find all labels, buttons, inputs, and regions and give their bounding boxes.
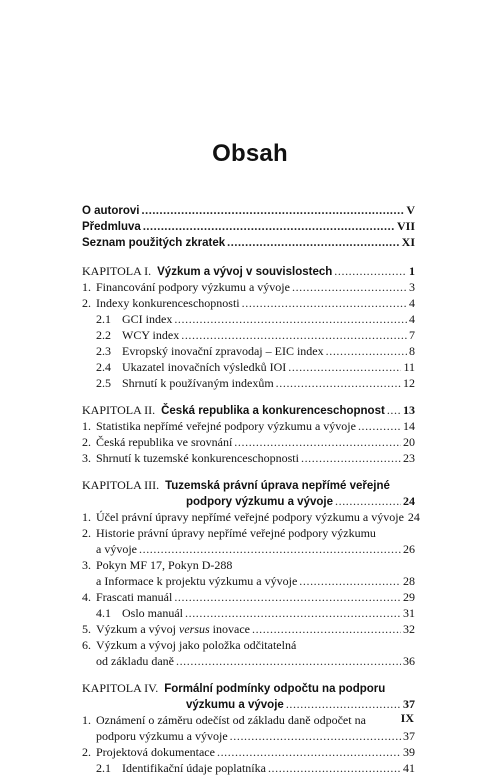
toc-entry-label: Pokyn MF 17, Pokyn D-288 xyxy=(96,558,233,572)
toc-entry-cont[interactable] xyxy=(82,573,415,589)
toc-entry-page: 3 xyxy=(409,280,415,294)
toc-entry-label: O autorovi xyxy=(82,205,140,217)
toc-entry-o-autorovi[interactable] xyxy=(82,202,415,218)
chapter-title-cont: výzkumu a vývoje xyxy=(186,699,284,711)
chapter-title: Výzkum a vývoj v souvislostech xyxy=(157,266,333,278)
toc-entry[interactable]: 2. Projektová dokumentace . . . 39 xyxy=(82,744,415,760)
toc-chapter-4-line2[interactable] xyxy=(82,696,415,712)
toc-entry-predmluva[interactable] xyxy=(82,218,415,234)
toc-entry-label: Ukazatel inovačních výsledků IOI xyxy=(122,360,287,374)
toc-entry-page: V xyxy=(406,203,415,217)
toc-entry[interactable]: 5. Výzkum a vývoj versus inovace . . . 32 xyxy=(82,621,415,637)
toc-entry[interactable]: 2. Historie právní úpravy nepřímé veřejné podpory výzkumu xyxy=(82,526,376,540)
toc-entry-cont[interactable] xyxy=(82,728,415,744)
toc-entry-page: 7 xyxy=(409,328,415,342)
toc-entry[interactable]: 2.1 GCI index . . . 4 xyxy=(82,311,415,327)
toc-entry-label: Předmluva xyxy=(82,221,141,233)
toc-entry-label: Česká republika ve srovnání xyxy=(96,435,233,449)
toc-entry-page: 4 xyxy=(409,312,415,326)
toc-entry-page: 37 xyxy=(403,697,415,711)
toc-entry-page: 39 xyxy=(403,745,415,759)
toc-entry-label: GCI index xyxy=(122,312,173,326)
toc-entry[interactable]: 2.5 Shrnutí k používaným indexům . . . 12 xyxy=(82,375,415,391)
toc-entry-label: Projektová dokumentace xyxy=(96,745,215,759)
toc-entry[interactable]: 2. Česká republika ve srovnání . . . 20 xyxy=(82,434,415,450)
toc-entry-label: Indexy konkurenceschopnosti xyxy=(96,296,240,310)
toc-entry-label: Shrnutí k tuzemské konkurenceschopnosti xyxy=(96,451,299,465)
chapter-title: Tuzemská právní úprava nepřímé veřejné xyxy=(165,480,390,492)
toc-chapter-4-line1[interactable] xyxy=(82,680,415,696)
toc-entry[interactable]: 1. Statistika nepřímé veřejné podpory výzkumu a vývoje . . . 14 xyxy=(82,418,415,434)
toc-entry[interactable]: 2.2 WCY index . . . 7 xyxy=(82,327,415,343)
toc-entry-label: Frascati manuál xyxy=(96,590,173,604)
toc-entry-label: Shrnutí k používaným indexům xyxy=(122,376,274,390)
toc-entry-label: Oslo manuál xyxy=(122,606,183,620)
chapter-number: KAPITOLA II. xyxy=(82,403,156,417)
page-title: Obsah xyxy=(212,140,288,167)
toc-entry-page: 24 xyxy=(403,494,415,508)
toc-chapter-2[interactable] xyxy=(82,402,415,418)
toc-entry-label: a vývoje xyxy=(96,542,137,556)
toc-entry-label: Statistika nepřímé veřejné podpory výzkumu a vývoje xyxy=(96,419,356,433)
chapter-title-cont: podpory výzkumu a vývoje xyxy=(186,496,333,508)
toc-entry-page: 24 xyxy=(407,510,420,524)
toc-entry-label: Účel právní úpravy nepřímé veřejné podpory výzkumu a vývoje xyxy=(96,510,404,524)
toc-entry-page: XI xyxy=(401,235,415,249)
toc-entry[interactable]: 3. Pokyn MF 17, Pokyn D-288 xyxy=(82,558,233,572)
toc-entry[interactable]: 2. Indexy konkurenceschopnosti . . . 4 xyxy=(82,295,415,311)
chapter-number: KAPITOLA III. xyxy=(82,478,160,492)
toc-entry-page: VII xyxy=(396,219,415,233)
toc-entry-cont[interactable] xyxy=(82,541,415,557)
toc-chapter-3-line2[interactable] xyxy=(82,493,415,509)
toc-entry-page: 4 xyxy=(409,296,415,310)
toc-entry[interactable]: 4.1 Oslo manuál . . . 31 xyxy=(82,605,415,621)
toc-entry-page: 36 xyxy=(403,654,415,668)
toc-entry-page: 31 xyxy=(403,606,415,620)
toc-entry[interactable]: 2.3 Evropský inovační zpravodaj – EIC index . . . 8 xyxy=(82,343,415,359)
toc-entry-label: Výzkum a vývoj jako položka odčitatelná xyxy=(96,638,297,652)
toc-entry-page: 20 xyxy=(403,435,415,449)
toc-entry-page: 14 xyxy=(403,419,415,433)
toc-chapter-3-line1[interactable] xyxy=(82,477,415,493)
toc-chapter-1[interactable] xyxy=(82,263,415,279)
toc-entry[interactable]: 1. Financování podpory výzkumu a vývoje . . . 3 xyxy=(82,279,415,295)
toc-entry-label: Identifikační údaje poplatníka xyxy=(122,761,266,775)
toc-entry-page: 23 xyxy=(403,451,415,465)
toc-entry[interactable]: 1. Oznámení o záměru odečíst od základu daně odpočet na xyxy=(82,713,366,727)
toc-entry-page: 26 xyxy=(403,542,415,556)
toc-entry-page: 37 xyxy=(403,729,415,743)
toc-entry-label: a Informace k projektu výzkumu a vývoje xyxy=(96,574,298,588)
chapter-number: KAPITOLA I. xyxy=(82,264,152,278)
toc-entry[interactable]: 1. Účel právní úpravy nepřímé veřejné podpory výzkumu a vývoje 24 xyxy=(82,510,420,524)
toc-entry[interactable]: 4. Frascati manuál . . . 29 xyxy=(82,589,415,605)
toc-entry-cont[interactable] xyxy=(82,653,415,669)
toc-entry-seznam-zkratek[interactable] xyxy=(82,234,415,250)
chapter-title: Formální podmínky odpočtu na podporu xyxy=(164,683,386,695)
toc-entry[interactable]: 2.1 Identifikační údaje poplatníka . . . 41 xyxy=(82,760,415,776)
toc-entry-label: Výzkum a vývoj versus inovace xyxy=(96,622,250,636)
toc-entry-label: podporu výzkumu a vývoje xyxy=(96,729,228,743)
toc-entry-label: Financování podpory výzkumu a vývoje xyxy=(96,280,290,294)
toc-entry-page: 28 xyxy=(403,574,415,588)
toc-entry-page: 13 xyxy=(403,403,415,417)
page-number: IX xyxy=(400,711,414,725)
toc-entry-page: 1 xyxy=(409,264,415,278)
toc-entry-label: Seznam použitých zkratek xyxy=(82,237,226,249)
toc-entry-label: Oznámení o záměru odečíst od základu daně odpočet na xyxy=(96,713,366,727)
toc-entry-label: Historie právní úpravy nepřímé veřejné podpory výzkumu xyxy=(96,526,376,540)
toc-entry[interactable]: 3. Shrnutí k tuzemské konkurenceschopnosti . . . 23 xyxy=(82,450,415,466)
toc-entry-label: od základu daně xyxy=(96,654,174,668)
toc-entry[interactable]: 6. Výzkum a vývoj jako položka odčitatelná xyxy=(82,638,297,652)
chapter-title: Česká republika a konkurenceschopnost xyxy=(161,405,385,417)
toc-entry-page: 11 xyxy=(403,360,415,374)
toc-entry-page: 12 xyxy=(403,376,415,390)
toc-entry-page: 8 xyxy=(409,344,415,358)
toc-entry-page: 41 xyxy=(403,761,415,775)
toc-entry[interactable]: 2.4 Ukazatel inovačních výsledků IOI . . . 11 xyxy=(82,359,415,375)
toc-entry-label: Evropský inovační zpravodaj – EIC index xyxy=(122,344,324,358)
toc-entry-page: 29 xyxy=(403,590,415,604)
table-of-contents xyxy=(82,202,420,776)
toc-entry-label: WCY index xyxy=(122,328,180,342)
toc-entry-page: 32 xyxy=(403,622,415,636)
chapter-number: KAPITOLA IV. xyxy=(82,681,159,695)
